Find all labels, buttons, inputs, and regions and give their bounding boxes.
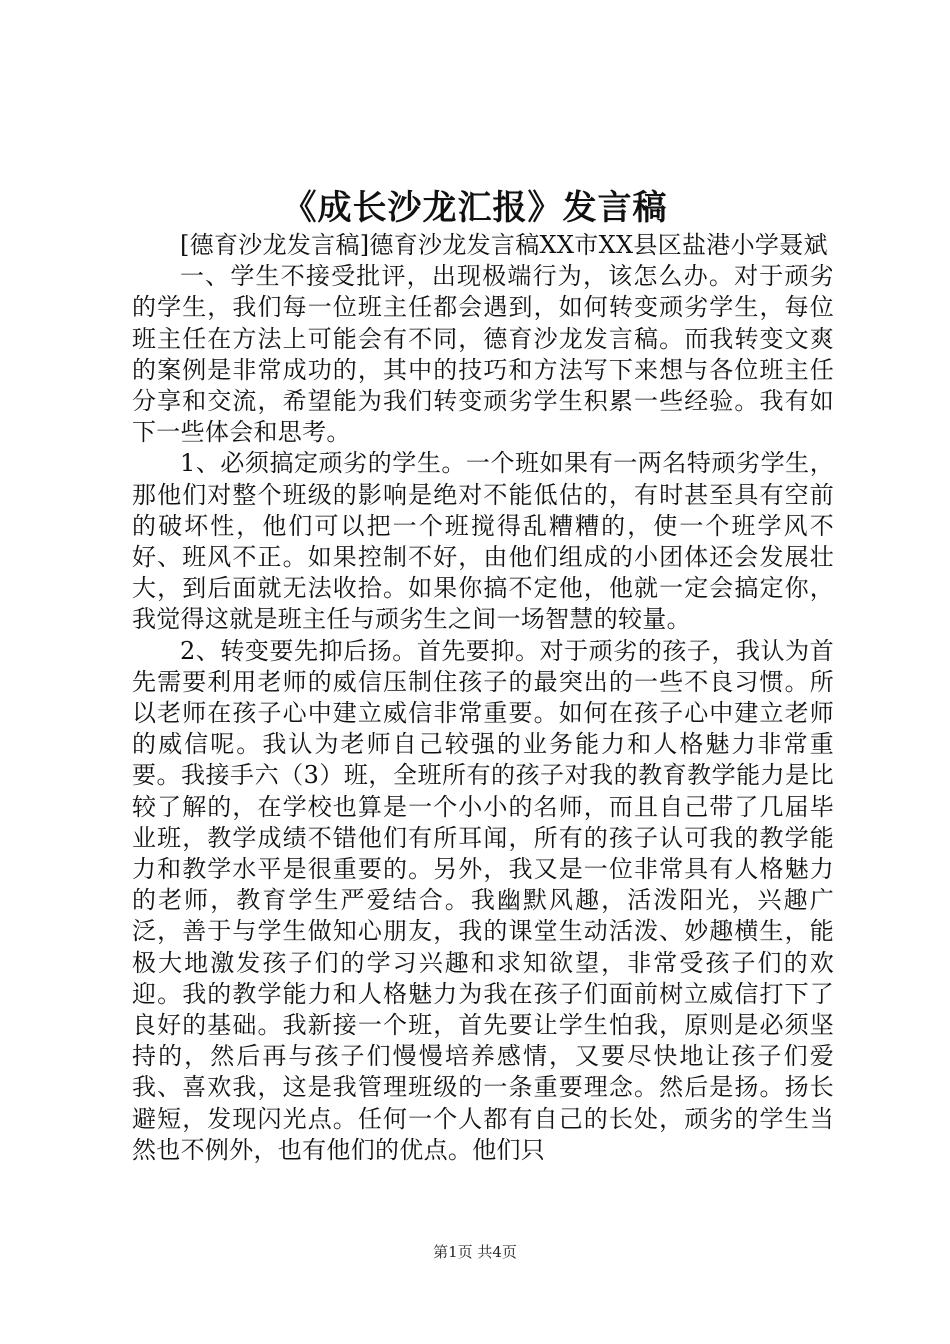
- page-footer: 第1页 共4页: [433, 1243, 517, 1261]
- document-title: 《成长沙龙汇报》发言稿: [282, 188, 668, 228]
- paragraph-section-one: 一、学生不接受批评，出现极端行为，该怎么办。对于顽劣的学生，我们每一位班主任都会遇到，如何转变顽劣学生，每位班主任在方法上可能会有不同，德育沙龙发言稿。而我转变文爽的案例是非常成功的，其中的技巧和方法写下来想与各位班主任分享和交流，希望能为我们转变顽劣学生积累一些经验。我有如下一些体会和思考。: [132, 262, 834, 447]
- paragraph-point-two: 2、转变要先抑后扬。首先要抑。对于顽劣的孩子，我认为首先需要利用老师的威信压制住孩子的最突出的一些不良习惯。所以老师在孩子心中建立威信非常重要。如何在孩子心中建立老师的威信呢。我认为老师自己较强的业务能力和人格魅力非常重要。我接手六（3）班，全班所有的孩子对我的教育教学能力是比较了解的，在学校也算是一个小小的名师，而且自己带了几届毕业班，教学成绩不错他们有所耳闻，所有的孩子认可我的教学能力和教学水平是很重要的。另外，我又是一位非常具有人格魅力的老师，教育学生严爱结合。我幽默风趣，活泼阳光，兴趣广泛，善于与学生做知心朋友，我的课堂生动活泼、妙趣横生，能极大地激发孩子们的学习兴趣和求知欲望，非常受孩子们的欢迎。我的教学能力和人格魅力为我在孩子们面前树立威信打下了良好的基础。我新接一个班，首先要让学生怕我，原则是必须坚持的，然后再与孩子们慢慢培养感情，又要尽快地让孩子们爱我、喜欢我，这是我管理班级的一条重要理念。然后是扬。扬长避短，发现闪光点。任何一个人都有自己的长处，顽劣的学生当然也不例外，也有他们的优点。他们只: [132, 636, 834, 1164]
- paragraph-author-line: [德育沙龙发言稿]德育沙龙发言稿XX市XX县区盐港小学聂斌: [180, 231, 828, 259]
- paragraph-point-one: 1、必须搞定顽劣的学生。一个班如果有一两名特顽劣学生，那他们对整个班级的影响是绝对不能低估的，有时甚至具有空前的破坏性，他们可以把一个班搅得乱糟糟的，使一个班学风不好、班风不正。如果控制不好，由他们组成的小团体还会发展壮大，到后面就无法收拾。如果你搞不定他，他就一定会搞定你，我觉得这就是班主任与顽劣生之间一场智慧的较量。: [132, 449, 834, 634]
- document-body: [132, 230, 834, 1166]
